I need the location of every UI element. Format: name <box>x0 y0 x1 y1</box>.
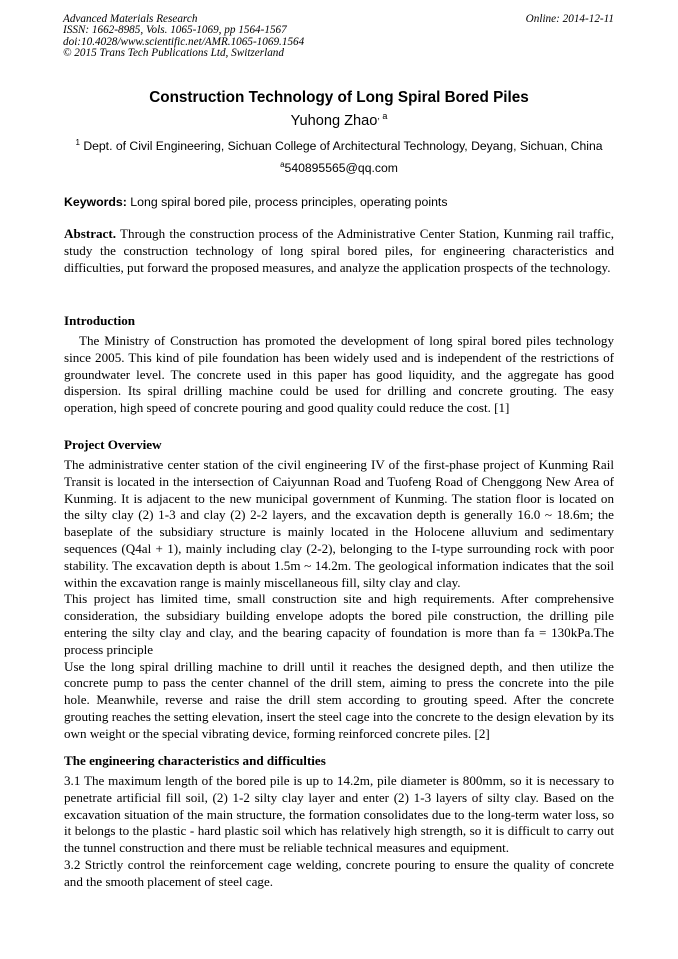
section-engineering-characteristics <box>64 773 614 891</box>
abstract <box>64 226 614 276</box>
email-address[interactable]: 540895565@qq.com <box>284 161 398 175</box>
doi-line[interactable]: doi:10.4028/www.scientific.net/AMR.1065-1069.1564 <box>63 35 305 48</box>
online-date: Online: 2014-12-11 <box>525 13 614 25</box>
keywords-label: Keywords: <box>64 195 127 209</box>
paragraph: 3.2 Strictly control the reinforcement cage welding, concrete pouring to ensure the quality of concrete and the smooth placement of steel cage. <box>64 856 614 889</box>
author-superscript: , a <box>377 111 388 121</box>
affiliation-line <box>0 138 678 153</box>
keywords-line <box>64 195 447 209</box>
abstract-label: Abstract. <box>64 226 116 241</box>
email-line <box>0 160 678 175</box>
paper-title: Construction Technology of Long Spiral Bored Piles <box>149 89 529 106</box>
paragraph: The administrative center station of the civil engineering IV of the first-phase project of Kunming Rail Transit is located in the intersection of Caiyunnan Road and Tuofeng Road of Chenggong New Area of Kunming. It is adjacent to the new municipal government of Kunming. The station floor is located on the silty clay (2) 1-3 and clay (2) 2-2 layers, and the excavation depth is generally 16.0 ~ 18.6m; the baseplate of the subsidiary structure is mainly located in the Holocene alluvium and sedimentary sequences (Q4al + 1), mainly including clay (2-2), belonging to the I-type surrounding rock with poor stability. The excavation depth is about 1.5m ~ 14.2m. The geological information indicates that the soil within the excavation range is mainly miscellaneous fill, silty clay and clay. <box>64 457 614 590</box>
paragraph: Use the long spiral drilling machine to drill until it reaches the designed depth, and then utilize the concrete pump to pass the center channel of the drill stem, aiming to press the concrete into the pile hole. Meanwhile, reverse and raise the drill stem according to grouting speed. After the concrete grouting reaches the setting elevation, insert the steel cage into the concrete to the design elevation by its own weight or the special vibrating device, forming reinforced concrete piles. [2] <box>64 658 614 741</box>
journal-header <box>63 14 304 59</box>
section-heading-engineering-characteristics: The engineering characteristics and difficulties <box>64 753 326 768</box>
author-line <box>0 111 678 129</box>
affiliation-superscript: 1 <box>75 138 80 147</box>
keywords-text: Long spiral bored pile, process principles, operating points <box>130 195 448 209</box>
paragraph: This project has limited time, small construction site and high requirements. After comprehensive consideration, the subsidiary building envelope adopts the bored pile construction, the drilling pile entering the silty clay and clay, and the bearing capacity of foundation is more than fa = 130kPa.The process principle <box>64 591 614 657</box>
issn-line: ISSN: 1662-8985, Vols. 1065-1069, pp 1564-1567 <box>63 24 287 37</box>
abstract-text: Through the construction process of the Administrative Center Station, Kunming rail traffic, study the construction technology of long spiral bored piles, for engineering characteristics and difficulties, put forward the proposed measures, and analyze the application prospects of the technology. <box>64 226 614 275</box>
affiliation-text: Dept. of Civil Engineering, Sichuan College of Architectural Technology, Deyang, Sichuan, China <box>83 139 603 153</box>
paragraph: The Ministry of Construction has promoted the development of long spiral bored piles technology since 2005. This kind of pile foundation has been widely used and is independent of the restrictions of groundwater level. The concrete used in this paper has good liquidity, and the aggregate has good dispersion. Its spiral drilling machine could be used for drilling and concrete grouting. The easy operation, high speed of concrete pouring and good quality could reduce the cost. [1] <box>64 333 614 416</box>
journal-name: Advanced Materials Research <box>63 13 198 25</box>
author-name: Yuhong Zhao <box>290 113 378 129</box>
copyright-line: © 2015 Trans Tech Publications Ltd, Switzerland <box>63 46 284 59</box>
paragraph: 3.1 The maximum length of the bored pile is up to 14.2m, pile diameter is 800mm, so it is necessary to penetrate artificial fill soil, (2) 1-2 silty clay layer and enter (2) 1-3 layers of silty clay. Based on the excavation situation of the main structure, the formation consolidates due to the long-term water loss, so it belongs to the plastic - hard plastic soil which has relatively high strength, so it is difficult to carry out the tunnel construction and there must be reliable technical measures and equipment. <box>64 773 614 856</box>
section-project-overview <box>64 457 614 743</box>
section-heading-project-overview: Project Overview <box>64 437 162 452</box>
section-heading-introduction: Introduction <box>64 313 136 328</box>
email-superscript: a <box>280 160 285 169</box>
section-introduction <box>64 333 614 417</box>
